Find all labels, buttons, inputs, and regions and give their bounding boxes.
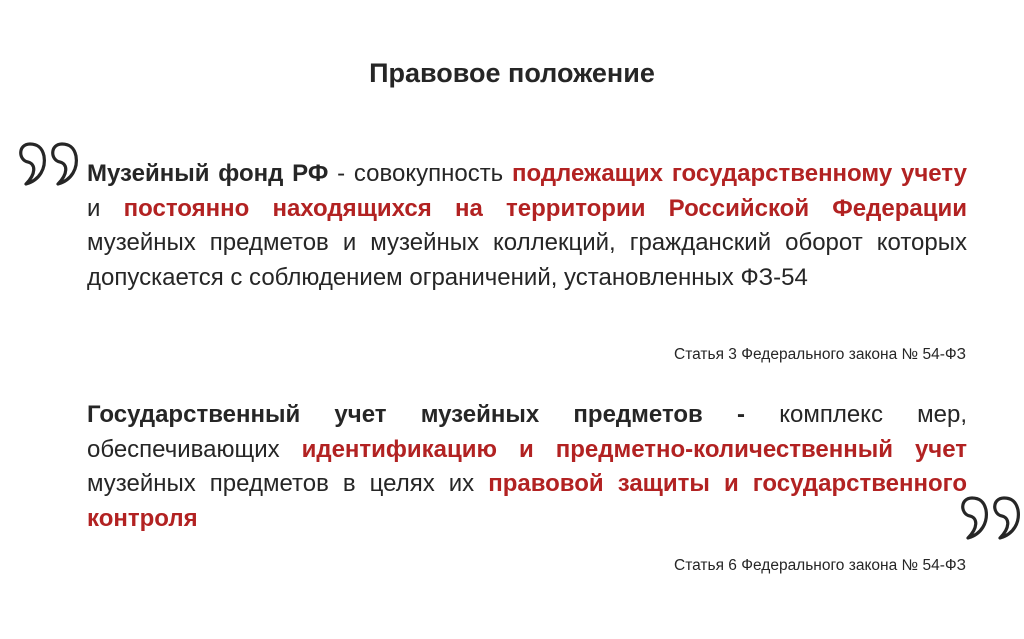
definition-text: музейных предметов в целях их	[87, 470, 489, 497]
definition-museum-fund	[87, 157, 967, 295]
source-article-3: Статья 3 Федерального закона № 54-ФЗ	[674, 346, 966, 363]
definition-text: комплекс мер, обеспечивающих	[87, 401, 968, 463]
highlight-territory: постоянно находящихся на территории Российской Федерации	[123, 194, 967, 222]
quote-open-icon	[14, 138, 84, 190]
slide-title: Правовое положение	[369, 58, 655, 88]
highlight-state-accounting: подлежащих государственному учету	[511, 160, 967, 187]
source-article-6: Статья 6 Федерального закона № 54-ФЗ	[674, 557, 966, 574]
definition-text: и	[87, 194, 124, 222]
term-museum-fund: Музейный фонд РФ	[87, 160, 329, 187]
highlight-legal-protection: правовой защиты и государственного контроля	[87, 470, 967, 532]
definition-text: музейных предметов и музейных коллекций, гражданский оборот которых допускается с соблюдением ограничений, установленных ФЗ-54	[87, 229, 967, 291]
quote-close-icon	[956, 492, 1024, 544]
term-state-accounting: Государственный учет музейных предметов -	[87, 401, 780, 428]
definition-state-accounting	[87, 398, 967, 536]
definition-text: - совокупность	[328, 160, 512, 187]
highlight-identification: идентификацию и предметно-количественный учет	[301, 435, 968, 463]
